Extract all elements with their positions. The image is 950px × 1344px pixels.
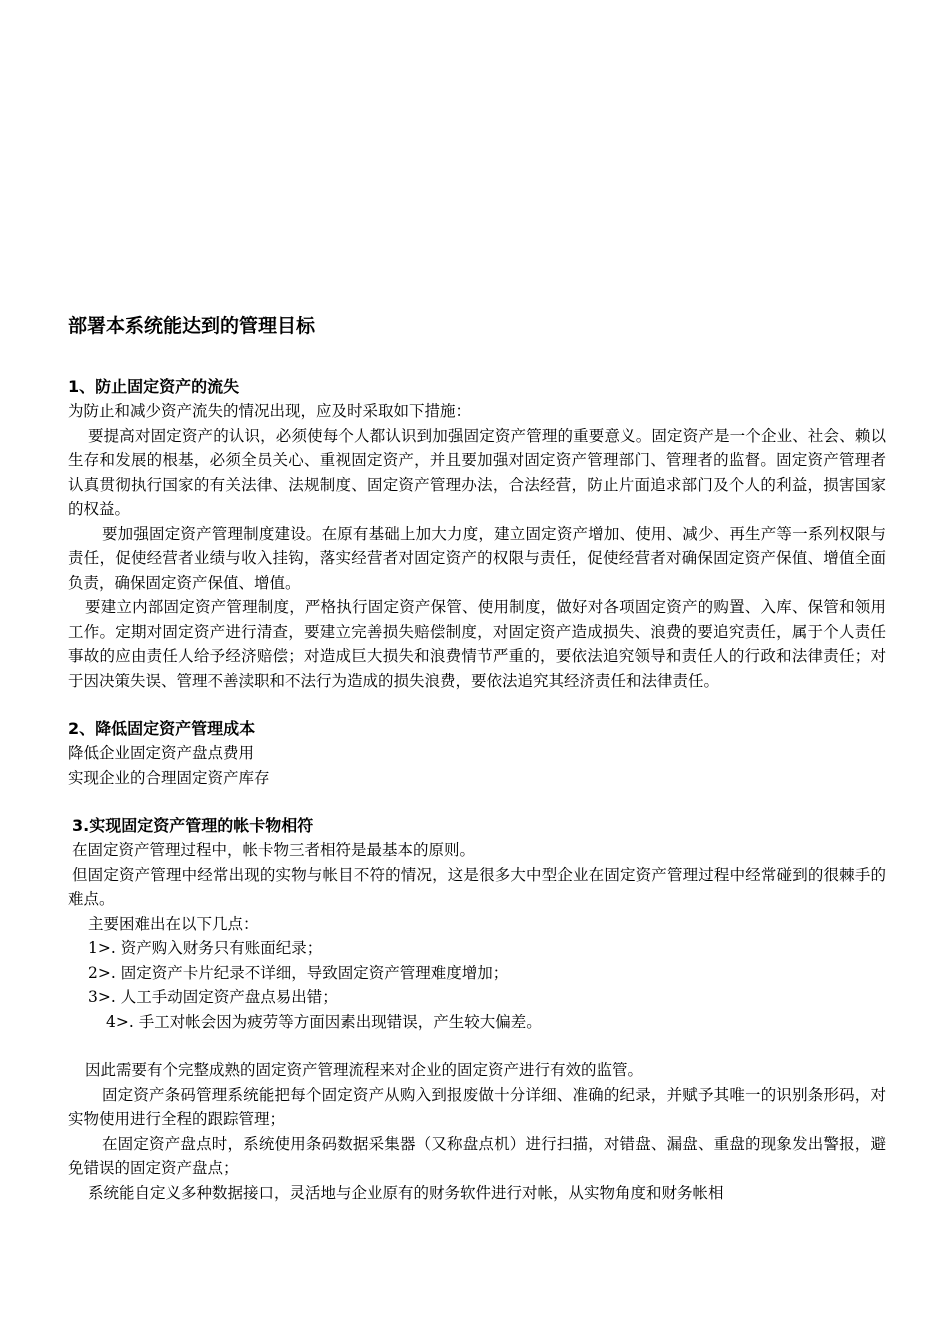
list-item: 2>. 固定资产卡片纪录不详细，导致固定资产管理难度增加；	[88, 963, 509, 982]
document-body	[68, 312, 886, 1229]
paragraph: 固定资产条码管理系统能把每个固定资产从购入到报废做十分详细、准确的纪录，并赋予其唯一的识别条形码，对实物使用进行全程的跟踪管理；	[68, 1085, 886, 1128]
section-prevent-loss	[68, 375, 886, 693]
paragraph: 为防止和减少资产流失的情况出现，应及时采取如下措施：	[68, 402, 472, 420]
paragraph: 系统能自定义多种数据接口，灵活地与企业原有的财务软件进行对帐，从实物角度和财务帐相	[88, 1183, 724, 1202]
paragraph: 但固定资产管理中经常出现的实物与帐目不符的情况，这是很多大中型企业在固定资产管理过程中经常碰到的很棘手的难点。	[68, 865, 886, 908]
spacer	[68, 1034, 886, 1058]
list-item: 4>. 手工对帐会因为疲劳等方面因素出现错误，产生较大偏差。	[106, 1012, 542, 1031]
section-reduce-cost	[68, 717, 886, 790]
paragraph: 要建立内部固定资产管理制度，严格执行固定资产保管、使用制度，做好对各项固定资产的购置、入库、保管和领用工作。定期对固定资产进行清查，要建立完善损失赔偿制度，对固定资产造成损失、浪费的要追究责任，属于个人责任事故的应由责任人给予经济赔偿；对造成巨大损失和浪费情节严重的，要依法追究领导和责任人的行政和法律责任；对于因决策失误、管理不善渎职和不法行为造成的损失浪费，要依法追究其经济责任和法律责任。	[68, 598, 886, 690]
section-heading: 3.实现固定资产管理的帐卡物相符	[72, 816, 314, 835]
paragraph: 要提高对固定资产的认识，必须使每个人都认识到加强固定资产管理的重要意义。固定资产是一个企业、社会、赖以生存和发展的根基，必须全员关心、重视固定资产，并且要加强对固定资产管理部门、管理者的监督。固定资产管理者认真贯彻执行国家的有关法律、法规制度、固定资产管理办法，合法经营，防止片面追求部门及个人的利益，损害国家的权益。	[68, 426, 886, 518]
paragraph: 实现企业的合理固定资产库存	[68, 768, 270, 787]
paragraph: 主要困难出在以下几点：	[88, 914, 259, 933]
list-item: 3>. 人工手动固定资产盘点易出错；	[88, 988, 338, 1006]
section-consistency	[68, 814, 886, 1205]
paragraph: 在固定资产管理过程中，帐卡物三者相符是最基本的原则。	[72, 841, 476, 859]
list-item: 1>. 资产购入财务只有账面纪录；	[88, 939, 323, 957]
paragraph: 在固定资产盘点时，系统使用条码数据采集器（又称盘点机）进行扫描，对错盘、漏盘、重盘的现象发出警报，避免错误的固定资产盘点；	[68, 1134, 886, 1177]
page-title: 部署本系统能达到的管理目标	[68, 315, 316, 337]
section-heading: 2、降低固定资产管理成本	[68, 719, 256, 738]
paragraph: 要加强固定资产管理制度建设。在原有基础上加大力度，建立固定资产增加、使用、减少、再生产等一系列权限与责任，促使经营者业绩与收入挂钩，落实经营者对固定资产的权限与责任，促使经营者对确保固定资产保值、增值全面负责，确保固定资产保值、增值。	[68, 524, 886, 592]
section-heading: 1、防止固定资产的流失	[68, 377, 240, 396]
paragraph: 因此需要有个完整成熟的固定资产管理流程来对企业的固定资产进行有效的监管。	[85, 1061, 644, 1079]
paragraph: 降低企业固定资产盘点费用	[68, 744, 255, 762]
